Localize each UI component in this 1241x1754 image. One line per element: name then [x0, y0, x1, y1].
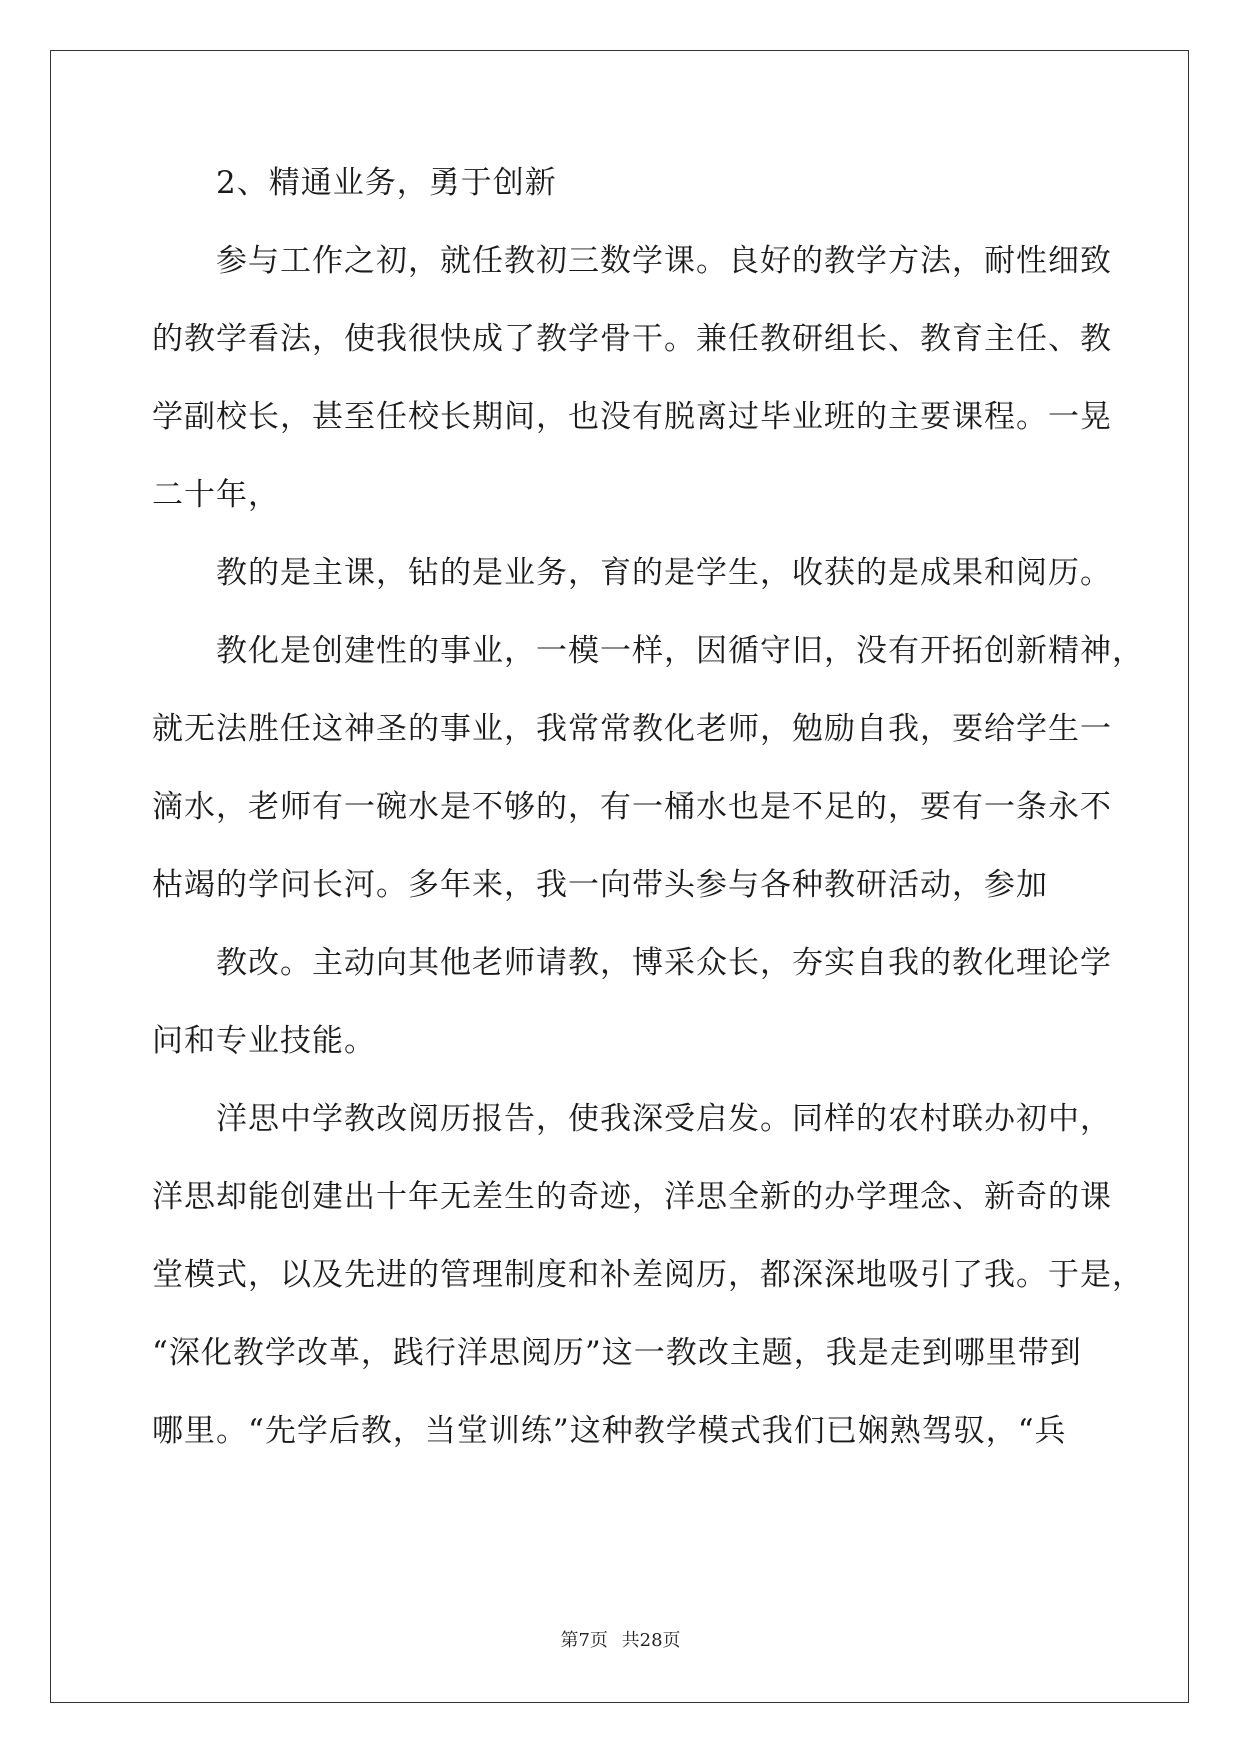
text-line: 参与工作之初，就任教初三数学课。良好的教学方法，耐性细致: [152, 243, 1112, 279]
text-line: 枯竭的学问长河。多年来，我一向带头参与各种教研活动，参加: [152, 867, 1048, 903]
text-line: 问和专业技能。: [152, 1023, 376, 1059]
text-line: 滴水，老师有一碗水是不够的，有一桶水也是不足的，要有一条永不: [152, 789, 1112, 825]
text-line: 哪里。“先学后教，当堂训练”这种教学模式我们已娴熟驾驭，“兵: [152, 1413, 1067, 1449]
text-line: 的教学看法，使我很快成了教学骨干。兼任教研组长、教育主任、教: [152, 321, 1112, 357]
text-line: 堂模式，以及先进的管理制度和补差阅历，都深深地吸引了我。于是，: [152, 1257, 1144, 1293]
text-line: 二十年，: [152, 477, 280, 513]
text-line: 洋思中学教改阅历报告，使我深受启发。同样的农村联办初中，: [152, 1101, 1112, 1137]
page-footer: [0, 1626, 1241, 1652]
text-line: 就无法胜任这神圣的事业，我常常教化老师，勉励自我，要给学生一: [152, 711, 1112, 747]
text-line: “深化教学改革，践行洋思阅历”这一教改主题，我是走到哪里带到: [152, 1335, 1082, 1371]
text-line: 学副校长，甚至任校长期间，也没有脱离过毕业班的主要课程。一晃: [152, 399, 1112, 435]
text-line: 2、精通业务，勇于创新: [152, 165, 557, 201]
text-line: 教化是创建性的事业，一模一样，因循守旧，没有开拓创新精神，: [152, 633, 1144, 669]
text-line: 教的是主课，钻的是业务，育的是学生，收获的是成果和阅历。: [152, 555, 1112, 591]
page-number: 第7页: [560, 1630, 608, 1651]
page-total: 共28页: [621, 1630, 681, 1651]
text-line: 洋思却能创建出十年无差生的奇迹，洋思全新的办学理念、新奇的课: [152, 1179, 1112, 1215]
text-line: 教改。主动向其他老师请教，博采众长，夯实自我的教化理论学: [152, 945, 1112, 981]
